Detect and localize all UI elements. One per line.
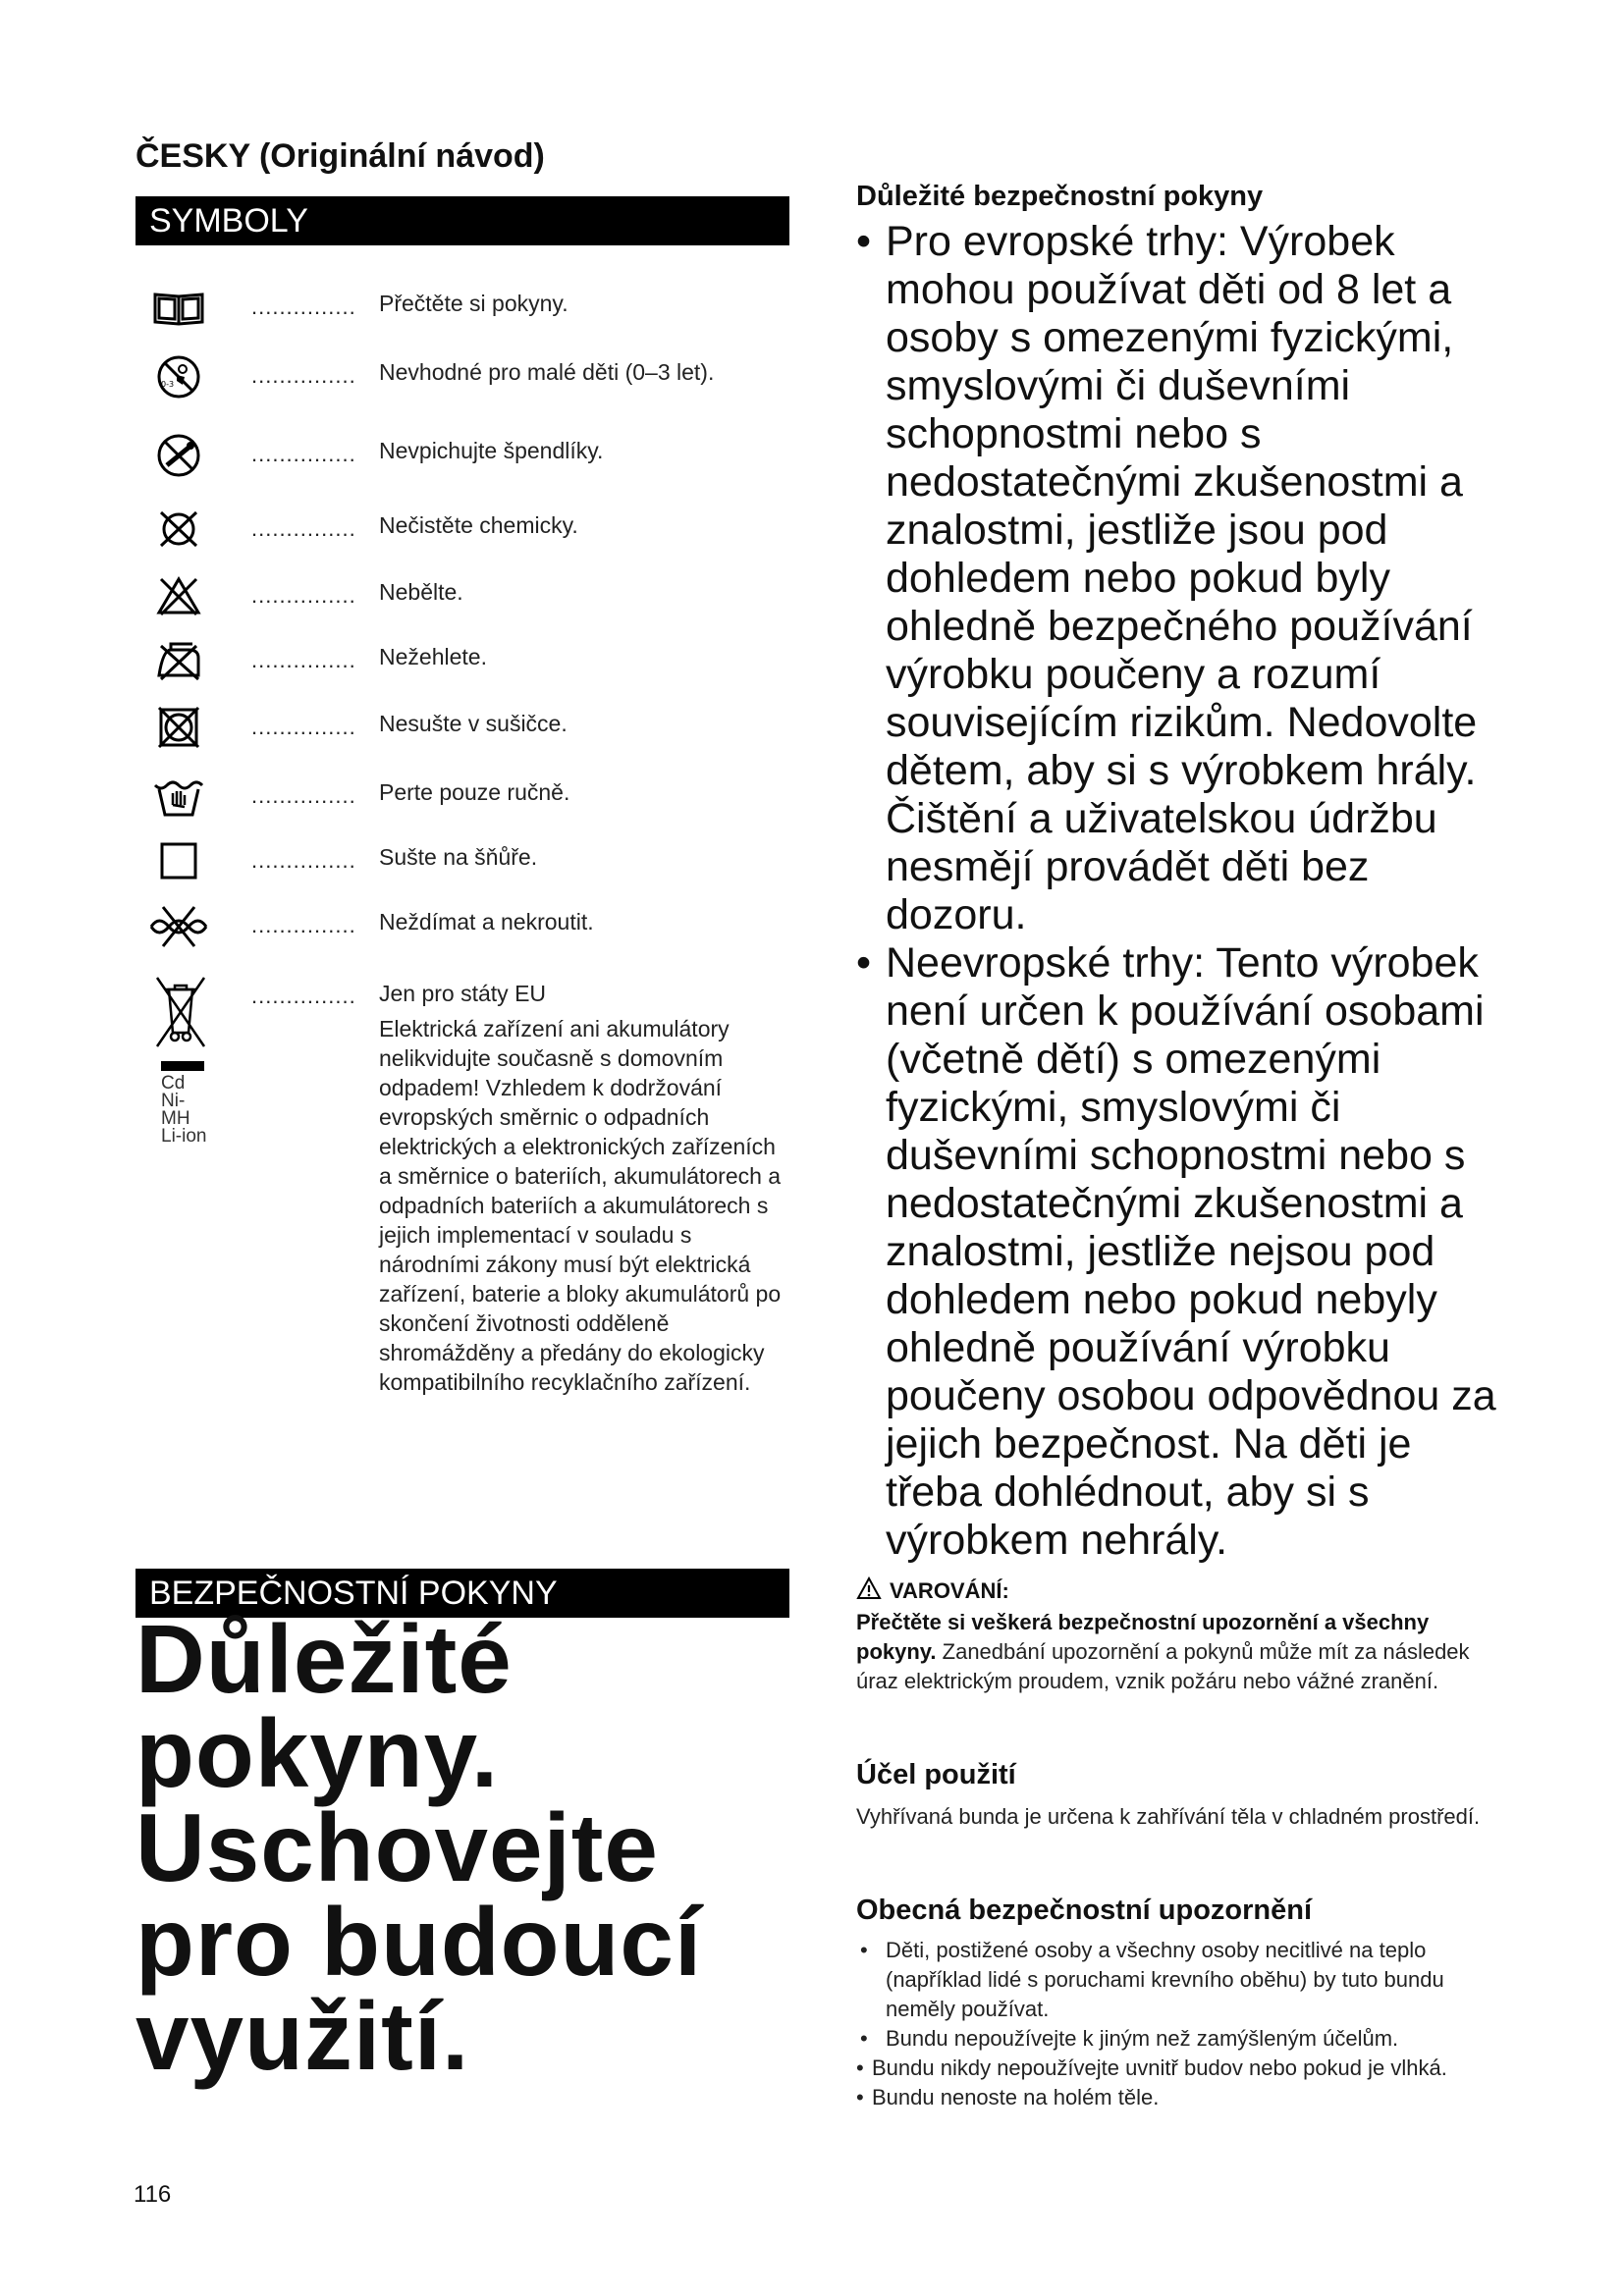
safety-section-bar: BEZPEČNOSTNÍ POKYNY: [135, 1569, 789, 1618]
weee-symbol: [149, 972, 212, 1148]
svg-text:0-3: 0-3: [161, 380, 175, 389]
book-icon: [149, 283, 208, 332]
leader-dots: ...............: [251, 363, 356, 388]
hand-wash-icon: [149, 772, 208, 821]
leader-dots: ...............: [251, 648, 356, 672]
battery-label: Ni-MH: [161, 1091, 190, 1129]
symbol-row: [149, 636, 797, 685]
weee-bar: [161, 1061, 204, 1071]
symbol-description: Neždímat a nekroutit.: [379, 909, 594, 934]
symbol-row: [149, 901, 797, 950]
no-wring-icon: [149, 901, 208, 950]
symbol-description: Nežehlete.: [379, 644, 487, 669]
bullet-item: • Bundu nenoste na holém těle.: [856, 2083, 1504, 2112]
leader-dots: ...............: [251, 715, 356, 739]
warning-normal-text: Zanedbání upozornění a pokynů může mít za následek úraz elektrickým proudem, vznik požáru nebo vážné zranění.: [856, 1639, 1470, 1693]
symbol-description: Nesušte v sušičce.: [379, 711, 568, 736]
symbol-row: [149, 430, 797, 479]
warning-label: VAROVÁNÍ:: [890, 1578, 1009, 1603]
bullet-item: • Pro evropské trhy: Výrobek mohou používat děti od 8 let a osoby s omezenými fyzickými, smyslovými či duševními schopnostmi nebo s nedostatečnými zkušenostmi a znalostmi, jestliže jsou pod dohledem nebo pokud byly ohledně bezpečného používání výrobku poučeny a rozumí souvisejícím rizikům. Nedovolte dětem, aby si s výrobkem hrály. Čištění a uživatelskou údržbu nesmějí provádět děti bez dozoru.: [856, 218, 1504, 939]
bullet-item: • Bundu nikdy nepoužívejte uvnitř budov nebo pokud je vlhká.: [856, 2054, 1504, 2083]
symbol-description: Sušte na šňůře.: [379, 844, 538, 870]
leader-dots: ...............: [251, 583, 356, 608]
symbols-section-bar: SYMBOLY: [135, 196, 789, 245]
leader-dots: ...............: [251, 848, 356, 873]
bullet-item: • Bundu nepoužívejte k jiným než zamýšleným účelům.: [856, 2024, 1504, 2054]
symbol-row: [149, 772, 797, 821]
symbol-row: [149, 351, 797, 400]
not-for-children-icon: [149, 351, 208, 400]
weee-heading: Jen pro státy EU: [379, 981, 547, 1006]
leader-dots: ...............: [251, 984, 356, 1008]
language-title: ČESKY (Originální návod): [135, 137, 545, 175]
symbol-description: Nečistěte chemicky.: [379, 512, 578, 538]
page-number: 116: [134, 2181, 172, 2208]
warning-text: [856, 1608, 1504, 1696]
leader-dots: ...............: [251, 442, 356, 466]
symbol-row: [149, 836, 797, 885]
symbol-description: Nevpichujte špendlíky.: [379, 438, 604, 463]
purpose-text: Vyhřívaná bunda je určena k zahřívání těla v chladném prostředí.: [856, 1804, 1481, 1829]
symbol-row: [149, 505, 797, 554]
general-bullets: [856, 1936, 1504, 2112]
no-bleach-icon: [149, 571, 208, 620]
no-iron-icon: [149, 636, 208, 685]
leader-dots: ...............: [251, 783, 356, 808]
battery-label: Cd: [161, 1073, 186, 1094]
symbol-row: [149, 283, 797, 332]
weee-bin-icon: [149, 972, 212, 1057]
warning-heading: [856, 1576, 1504, 1606]
warning-bold-text: Přečtěte si veškerá bezpečnostní upozornění a všechny pokyny.: [856, 1610, 1430, 1664]
symbol-description: Perte pouze ručně.: [379, 779, 570, 805]
warning-triangle-icon: [856, 1576, 882, 1606]
no-dry-clean-icon: [149, 505, 208, 554]
symbol-description: Nevhodné pro malé děti (0–3 let).: [379, 359, 715, 385]
battery-labels: [149, 1075, 212, 1146]
weee-text: Elektrická zařízení ani akumulátory nelikvidujte současně s domovním odpadem! Vzhledem k dodržování evropských směrnic o odpadních elektrických a elektronických zařízeních a směrnice o bateriích, akumulátorech a odpadních bateriích a akumulátorech s jejich implementací v souladu s národními zákony musí být elektrická zařízení, baterie a bloky akumulátorů po skončení životnosti odděleně shromážděny a předány do ekologicky kompatibilního recyklačního zařízení.: [379, 1016, 782, 1395]
important-bullets: [856, 218, 1504, 1565]
general-safety-heading: Obecná bezpečnostní upozornění: [856, 1895, 1313, 1926]
no-tumble-dry-icon: [149, 703, 208, 752]
bullet-item: • Děti, postižené osoby a všechny osoby necitlivé na teplo (například lidé s poruchami krevního oběhu) by tuto bundu neměly používat.: [856, 1936, 1504, 2024]
leader-dots: ...............: [251, 516, 356, 541]
line-dry-icon: [149, 836, 208, 885]
symbol-row: [149, 703, 797, 752]
leader-dots: ...............: [251, 294, 356, 319]
symbol-description: Nebělte.: [379, 579, 463, 605]
symbol-row: [149, 571, 797, 620]
bullet-item: • Neevropské trhy: Tento výrobek není určen k používání osobami (včetně dětí) s omezenými fyzickými, smyslovými či duševními schopnostmi nebo s nedostatečnými zkušenostmi a znalostmi, jestliže nejsou pod dohledem nebo pokud nebyly ohledně používání výrobku poučeny osobou odpovědnou za jejich bezpečnost. Na děti je třeba dohlédnout, aby si s výrobkem nehrály.: [856, 939, 1504, 1565]
symbol-description: Přečtěte si pokyny.: [379, 291, 568, 316]
battery-label: Li-ion: [161, 1126, 207, 1147]
purpose-heading: Účel použití: [856, 1759, 1016, 1790]
leader-dots: ...............: [251, 913, 356, 937]
no-pins-icon: [149, 430, 208, 479]
important-safety-heading: Důležité bezpečnostní pokyny: [856, 181, 1264, 212]
important-keep-title: Důležité pokyny. Uschovejte pro budoucí využití.: [135, 1605, 703, 2090]
